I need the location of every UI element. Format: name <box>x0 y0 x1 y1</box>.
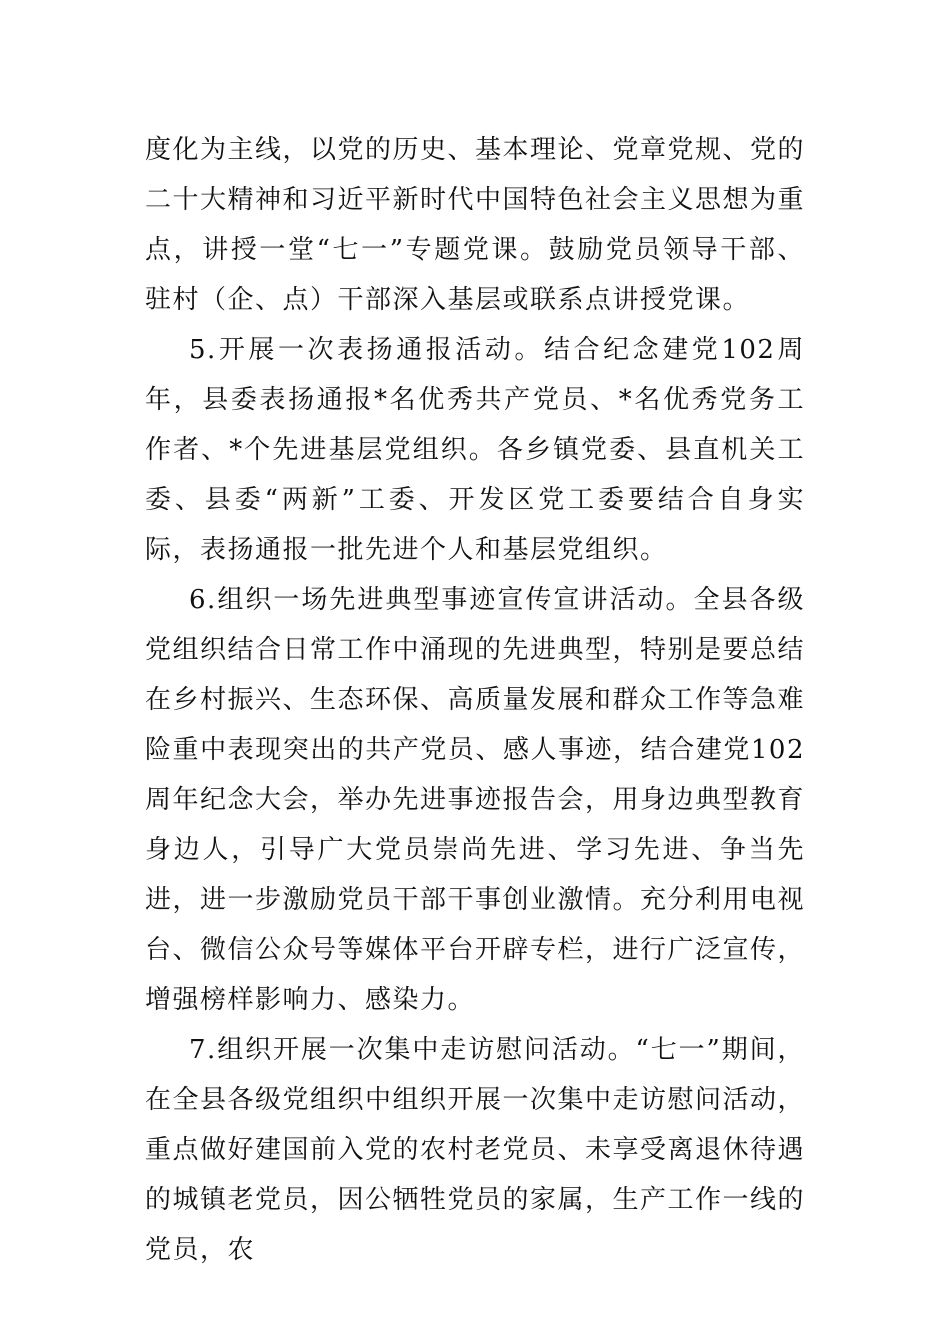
paragraph-item-5: 5.开展一次表扬通报活动。结合纪念建党102周年，县委表扬通报*名优秀共产党员、*名优秀党务工作者、*个先进基层党组织。各乡镇党委、县直机关工委、县委“两新”工委、开发区党工委要结合自身实际，表扬通报一批先进个人和基层党组织。 <box>145 335 805 565</box>
paragraph-item-7: 7.组织开展一次集中走访慰问活动。“七一”期间，在全县各级党组织中组织开展一次集中走访慰问活动，重点做好建国前入党的农村老党员、未享受离退休待遇的城镇老党员，因公牺牲党员的家属，生产工作一线的党员，农 <box>145 1035 806 1265</box>
paragraph-item-6: 6.组织一场先进典型事迹宣传宣讲活动。全县各级党组织结合日常工作中涌现的先进典型，特别是要总结在乡村振兴、生态环保、高质量发展和群众工作等急难险重中表现突出的共产党员、感人事迹，结合建党102周年纪念大会，举办先进事迹报告会，用身边典型教育身边人，引导广大党员崇尚先进、学习先进、争当先进，进一步激励党员干部干事创业激情。充分利用电视台、微信公众号等媒体平台开辟专栏，进行广泛宣传，增强榜样影响力、感染力。 <box>145 585 806 1015</box>
document-body <box>145 125 805 1275</box>
paragraph-continuation: 度化为主线，以党的历史、基本理论、党章党规、党的二十大精神和习近平新时代中国特色社会主义思想为重点，讲授一堂“七一”专题党课。鼓励党员领导干部、驻村（企、点）干部深入基层或联系点讲授党课。 <box>145 135 806 315</box>
